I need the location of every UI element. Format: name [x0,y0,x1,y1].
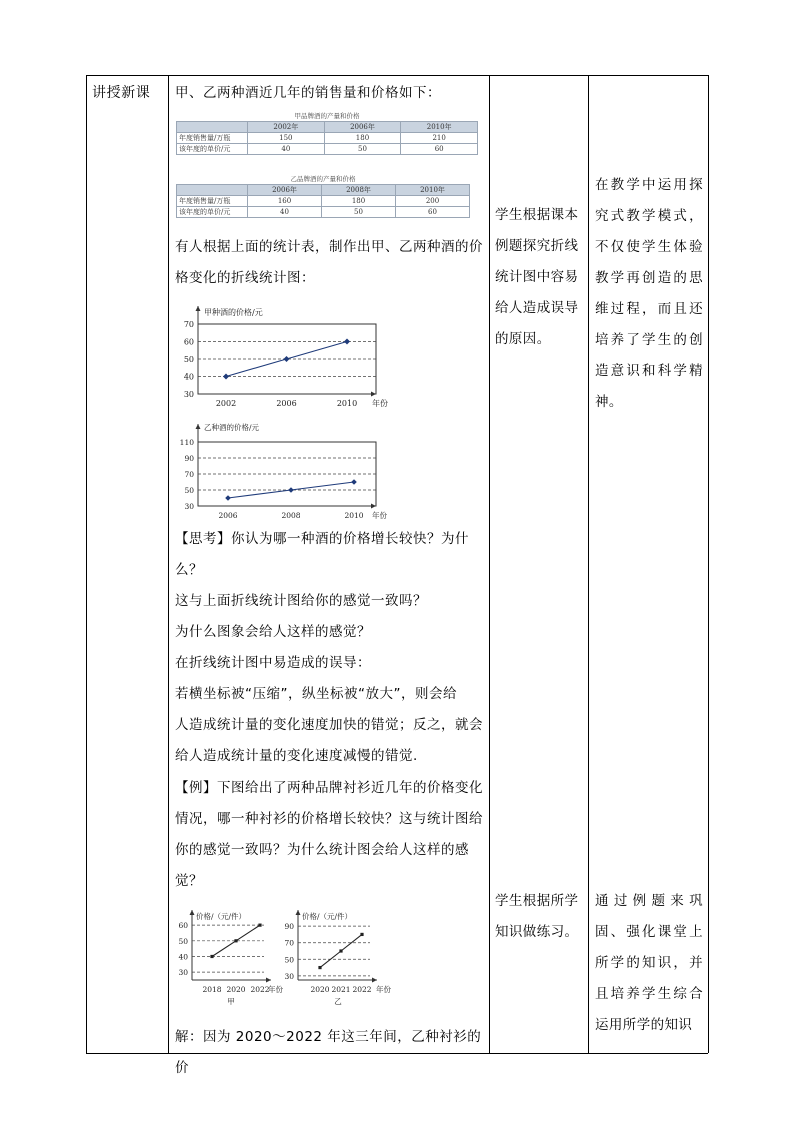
table-yi-cell: 180 [322,196,396,207]
y-tick-label: 60 [178,921,188,931]
chart-title: 价格/（元/件） [302,912,353,921]
table-jia-cell: 180 [324,133,401,144]
table-jia-year: 2010年 [401,122,478,133]
example-line: 【例】下图给出了两种品牌衬衫近几年的价格变化 [175,780,483,796]
table-jia-year: 2002年 [248,122,325,133]
solution-text: 解：因为 2020～2022 年这三年间，乙种衬衫的价 [175,1029,482,1076]
y-tick-label: 30 [183,390,194,399]
table-border-col2 [489,75,490,1053]
y-tick-label: 90 [284,922,294,932]
design-intent-1: 在教学中运用探究式教学模式，不仅使学生体验教学再创造的思维过程，而且还培养了学生的创造意识和科学精神。 [595,177,703,410]
example-line: 觉？ [175,873,203,889]
y-tick-label: 50 [183,355,194,364]
x-tick-label: 2022 [352,985,372,994]
table-yi-year: 2010年 [396,185,470,196]
table-jia-cell: 50 [324,144,401,155]
y-tick-label: 30 [178,968,188,978]
data-point [234,939,237,942]
y-tick-label: 90 [184,454,194,463]
x-axis-arrow [371,504,376,509]
y-tick-label: 50 [284,955,294,965]
table-jia-cell: 150 [248,133,325,144]
table-yi-cell: 160 [248,196,322,207]
y-tick-label: 70 [183,320,194,329]
y-axis-arrow [190,910,195,915]
x-tick-label: 2021 [331,985,351,994]
x-tick-label: 2008 [281,511,301,520]
y-axis-arrow [296,910,301,915]
think-line: 若横坐标被“压缩”，纵坐标被“放大”，则会给 [175,686,457,702]
table-jia-row-label: 年度销售量/万瓶 [177,133,248,144]
chart-caption: 甲 [227,997,235,1006]
chart-shirt-yi [280,908,394,1013]
table-yi-year: 2006年 [248,185,322,196]
table-yi-cell: 60 [396,207,470,218]
think-line: 【思考】你认为哪一种酒的价格增长较快？为什 [175,531,469,547]
y-tick-label: 50 [178,936,188,946]
chart-title: 甲种酒的价格/元 [204,308,263,317]
chart-caption: 乙 [334,997,342,1006]
chart-shirt-jia [176,908,288,1013]
x-axis-label: 年份 [268,985,283,994]
chart-title: 价格/（元/件） [196,912,247,921]
example-section [175,773,485,897]
chart-jia-wine-price [176,302,416,412]
y-axis-arrow [196,424,201,429]
y-tick-label: 70 [284,938,294,948]
table-jia-cell: 210 [401,133,478,144]
think-line: 这与上面折线统计图给你的感觉一致吗？ [175,593,427,609]
table-yi-caption: 乙品牌酒的产量和价格 [290,175,356,183]
y-tick-label: 110 [179,438,194,447]
data-point [210,955,213,958]
y-tick-label: 50 [184,486,194,495]
table-border-top [86,75,708,76]
table-yi-cell: 40 [248,207,322,218]
example-line: 你的感觉一致吗？为什么统计图会给人这样的感 [175,842,469,858]
data-point [225,495,231,501]
x-axis-label: 年份 [372,511,387,520]
y-tick-label: 30 [284,971,294,981]
x-tick-label: 2002 [215,399,237,408]
data-point [258,924,261,927]
table-border-left [86,75,87,1053]
table-jia-row-label: 该年度的单价/元 [177,144,248,155]
think-line: 么？ [175,562,203,578]
chart-title: 乙种酒的价格/元 [204,423,260,432]
x-axis-label: 年份 [376,985,391,994]
x-tick-label: 2010 [344,511,364,520]
x-tick-label: 2018 [202,985,222,994]
table-jia-year: 2006年 [324,122,401,133]
y-tick-label: 40 [178,952,188,962]
table-yi-cell: 200 [396,196,470,207]
data-point [284,356,290,362]
think-line: 在折线统计图中易造成的误导： [175,655,371,671]
y-tick-label: 30 [184,502,194,511]
x-tick-label: 2020 [310,985,330,994]
data-point [351,479,357,485]
data-point [344,339,350,345]
table-yi [176,184,470,218]
row-label: 讲授新课 [92,85,151,101]
y-tick-label: 40 [183,372,194,382]
data-point [288,487,294,493]
table-border-right [708,75,709,1053]
data-point [360,933,363,936]
table-jia-cell: 60 [401,144,478,155]
think-line: 为什么图象会给人这样的感觉？ [175,624,371,640]
x-tick-label: 2022 [250,985,270,994]
intro-text: 甲、乙两种酒近几年的销售量和价格如下： [175,85,441,101]
text-after-tables: 有人根据上面的统计表，制作出甲、乙两种酒的价格变化的折线统计图： [175,239,483,286]
table-yi-row-label: 该年度的单价/元 [177,207,248,218]
think-line: 人造成统计量的变化速度加快的错觉；反之，就会 [175,717,483,733]
example-line: 情况，哪一种衬衫的价格增长较快？这与统计图给 [175,811,483,827]
x-axis-label: 年份 [372,399,388,408]
data-point [318,966,321,969]
y-axis-arrow [196,306,201,311]
table-jia-cell: 40 [248,144,325,155]
x-axis-arrow [372,978,377,983]
data-point [339,949,342,952]
x-tick-label: 2010 [336,399,358,408]
table-border-col3 [588,75,589,1053]
x-tick-label: 2006 [276,399,297,408]
x-axis-arrow [266,978,271,983]
table-yi-row-label: 年度销售量/万瓶 [177,196,248,207]
student-activity-1: 学生根据课本例题探究折线统计图中容易给人造成误导的原因。 [495,207,579,347]
data-point [223,374,229,380]
student-activity-2: 学生根据所学知识做练习。 [495,893,579,940]
x-tick-label: 2020 [226,985,246,994]
table-jia [176,121,478,155]
design-intent-2: 通过例题来巩固、强化课堂上所学的知识，并且培养学生综合运用所学的知识 [595,893,703,1033]
table-border-col1 [168,75,169,1053]
y-tick-label: 70 [184,470,194,479]
think-line: 给人造成统计量的变化速度减慢的错觉. [175,748,418,764]
x-axis-arrow [371,392,376,397]
x-tick-label: 2006 [218,511,238,520]
table-jia-caption: 甲品牌酒的产量和价格 [294,112,360,120]
y-tick-label: 60 [183,337,194,347]
chart-yi-wine-price [176,420,416,520]
table-yi-cell: 50 [322,207,396,218]
think-section [175,524,485,772]
table-yi-year: 2008年 [322,185,396,196]
